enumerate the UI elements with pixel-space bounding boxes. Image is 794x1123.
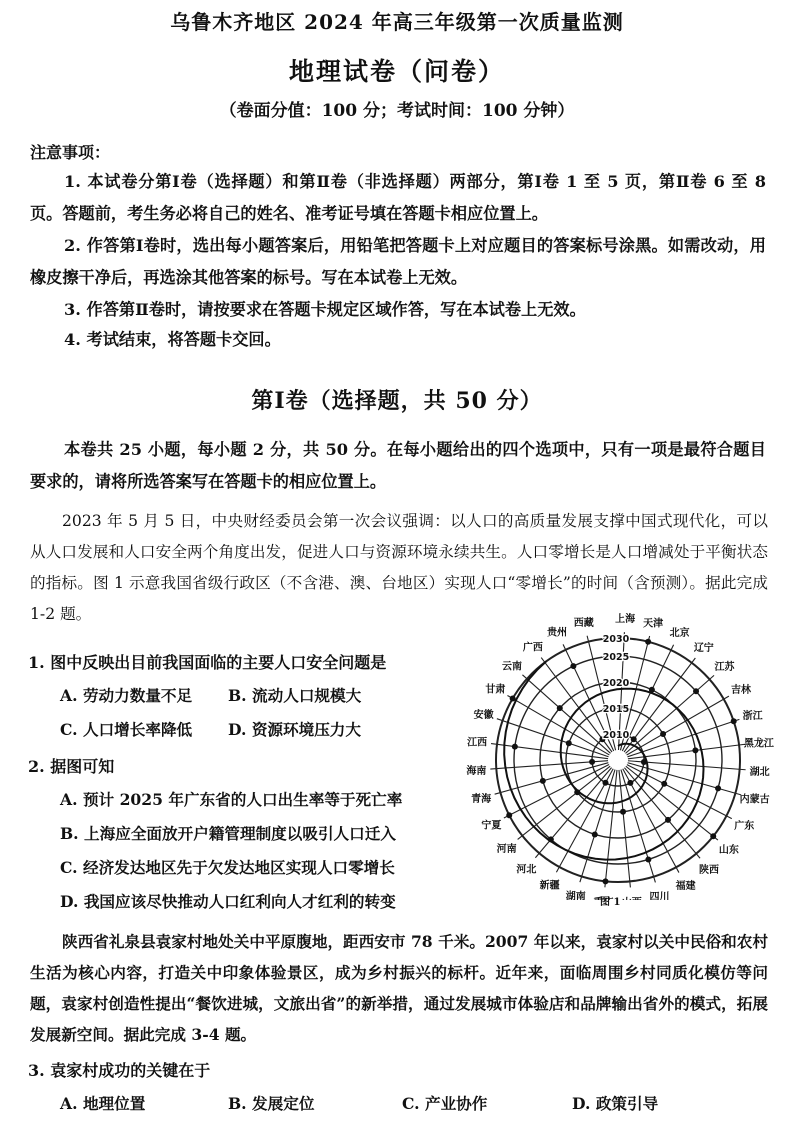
data-point <box>557 705 563 711</box>
question-3-stem: 3. 袁家村成功的关键在于 <box>28 1061 211 1080</box>
province-label: 甘肃 <box>485 684 506 696</box>
province-label: 湖北 <box>749 766 770 778</box>
q2-option-c: C. 经济发达地区先于欠发达地区实现人口零增长 <box>60 858 395 877</box>
data-point <box>602 878 608 884</box>
note-item-2: 2. 作答第Ⅰ卷时，选出每小题答案后，用铅笔把答题卡上对应题目的答案标号涂黑。如需改动，用橡皮擦干净后，再选涂其他答案的标号。写在本试卷上无效。 <box>30 236 766 287</box>
data-point <box>660 731 666 737</box>
question-2-stem: 2. 据图可知 <box>28 757 115 776</box>
data-point <box>592 831 598 837</box>
province-label: 广西 <box>522 642 543 654</box>
spoke <box>628 763 742 795</box>
q1-option-c: C. 人口增长率降低 <box>60 720 193 739</box>
province-label: 安徽 <box>473 710 494 722</box>
data-point <box>715 785 721 791</box>
data-point <box>710 833 716 839</box>
data-point <box>506 812 512 818</box>
q1-option-b: B. 流动人口规模大 <box>228 686 362 705</box>
province-label: 浙江 <box>742 710 763 722</box>
q3-option-b: B. 发展定位 <box>228 1094 315 1113</box>
province-label: 河北 <box>516 864 537 876</box>
data-point <box>589 759 595 765</box>
province-label: 天津 <box>643 618 664 630</box>
data-point <box>631 736 637 742</box>
province-label: 内蒙古 <box>739 794 770 806</box>
data-point <box>692 747 698 753</box>
spoke <box>535 768 611 858</box>
question-1-stem: 1. 图中反映出目前我国面临的主要人口安全问题是 <box>28 653 387 672</box>
ring-2010 <box>592 734 644 786</box>
province-label: 湖南 <box>565 891 586 900</box>
province-label: 山东 <box>718 844 739 856</box>
data-point <box>645 856 651 862</box>
q2-option-a: A. 预计 2025 年广东省的人口出生率等于死亡率 <box>60 790 403 809</box>
ring-year-label: 2025 <box>602 652 630 663</box>
province-label: 新疆 <box>539 880 560 892</box>
province-label: 福建 <box>675 880 696 892</box>
data-point <box>661 781 667 787</box>
province-label: 贵州 <box>547 627 568 639</box>
province-label: 上海 <box>615 614 636 626</box>
province-label: 江苏 <box>714 662 735 674</box>
exam-score-time: （卷面分值：100 分；考试时间：100 分钟） <box>219 101 575 121</box>
polar-chart <box>450 610 774 900</box>
note-item-3: 3. 作答第Ⅱ卷时，请按要求在答题卡规定区域作答，写在本试卷上无效。 <box>64 300 586 319</box>
province-label: 青海 <box>471 793 492 805</box>
q3-option-d: D. 政策引导 <box>572 1094 659 1113</box>
q1-option-d: D. 资源环境压力大 <box>228 720 361 739</box>
province-label: 北京 <box>669 628 690 640</box>
province-label: 江西 <box>467 737 488 749</box>
section-title: 第Ⅰ卷（选择题，共 50 分） <box>251 388 543 414</box>
spoke <box>619 770 630 887</box>
province-label: 宁夏 <box>481 820 502 832</box>
spoke <box>605 770 617 887</box>
q2-option-d: D. 我国应该尽快推动人口红利向人才红利的转变 <box>60 892 396 911</box>
exam-paper-title: 地理试卷（问卷） <box>288 57 505 86</box>
section-intro: 本卷共 25 小题，每小题 2 分，共 50 分。在每小题给出的四个选项中，只有一项是最符合题目要求的，请将所选答案写在答题卡的相应位置上。 <box>30 440 766 491</box>
note-item-1: 1. 本试卷分第Ⅰ卷（选择题）和第Ⅱ卷（非选择题）两部分，第Ⅰ卷 1 至 5 页，第Ⅱ卷 6 至 8 页。答题前，考生务必将自己的姓名、准考证号填在答题卡相应位置上。 <box>30 172 766 223</box>
q2-option-b: B. 上海应全面放开户籍管理制度以吸引人口迁入 <box>60 824 396 843</box>
province-label: 河南 <box>496 844 517 856</box>
province-label: 广东 <box>734 821 755 833</box>
spoke <box>507 695 609 754</box>
ring-year-label: 2020 <box>602 678 630 689</box>
data-point <box>512 744 518 750</box>
province-label: 西藏 <box>573 618 594 630</box>
ring-year-label: 2015 <box>602 704 630 715</box>
exam-header-line1: 乌鲁木齐地区 2024 年高三年级第一次质量监测 <box>170 10 624 34</box>
passage-population: 2023 年 5 月 5 日，中央财经委员会第一次会议强调：以人口的高质量发展支撑中国式现代化，可以从人口发展和人口安全两个角度出发，促进人口与资源环境永续共生。人口零增长是人口增减处于平衡状态的指标。图 1 示意我国省级行政区（不含港、澳、台地区）实现人口“零增长”的时间（含预测）。据此完成 1-2 题。 <box>30 512 768 623</box>
q3-option-c: C. 产业协作 <box>402 1094 488 1113</box>
data-point <box>731 718 737 724</box>
q1-option-a: A. 劳动力数量不足 <box>60 686 193 705</box>
province-label: 黑龙江 <box>743 738 774 750</box>
province-label: 辽宁 <box>693 642 714 654</box>
note-item-4: 4. 考试结束，将答题卡交回。 <box>64 330 281 349</box>
q3-option-a: A. 地理位置 <box>60 1094 146 1113</box>
spoke <box>626 675 715 753</box>
province-label: 云南 <box>501 661 522 673</box>
data-point <box>602 780 608 786</box>
spoke <box>627 696 729 755</box>
figure-caption: 图 1 <box>600 897 621 908</box>
data-point <box>665 817 671 823</box>
province-label: 陕西 <box>699 864 720 876</box>
notes-heading: 注意事项： <box>30 143 111 162</box>
data-point <box>566 740 572 746</box>
data-point <box>645 639 651 645</box>
ring-year-label: 2010 <box>602 730 630 741</box>
province-label <box>622 895 642 900</box>
data-point <box>627 780 633 786</box>
data-point <box>510 696 516 702</box>
data-point <box>620 809 626 815</box>
data-point <box>540 778 546 784</box>
population-zero-growth-figure <box>450 610 774 915</box>
ring-year-label: 2030 <box>602 634 630 645</box>
spoke <box>504 765 609 818</box>
spoke <box>627 765 732 819</box>
data-point <box>693 688 699 694</box>
province-label: 四川 <box>649 891 670 900</box>
province-label: 吉林 <box>731 685 752 697</box>
ring-2015 <box>566 708 670 812</box>
passage-yuanjia-village: 陕西省礼泉县袁家村地处关中平原腹地，距西安市 78 千米。2007 年以来，袁家村以关中民俗和农村生活为核心内容，打造关中印象体验景区，成为乡村振兴的标杆。近年来，面临周围乡村同质化模仿等问题，袁家村创造性提出“餐饮进城，文旅出省”的新举措，通过发展城市体验店和品牌输出省外的模式，拓展发展新空间。据此完成 3-4 题。 <box>30 932 768 1044</box>
province-label: 海南 <box>466 766 487 778</box>
data-point <box>570 663 576 669</box>
